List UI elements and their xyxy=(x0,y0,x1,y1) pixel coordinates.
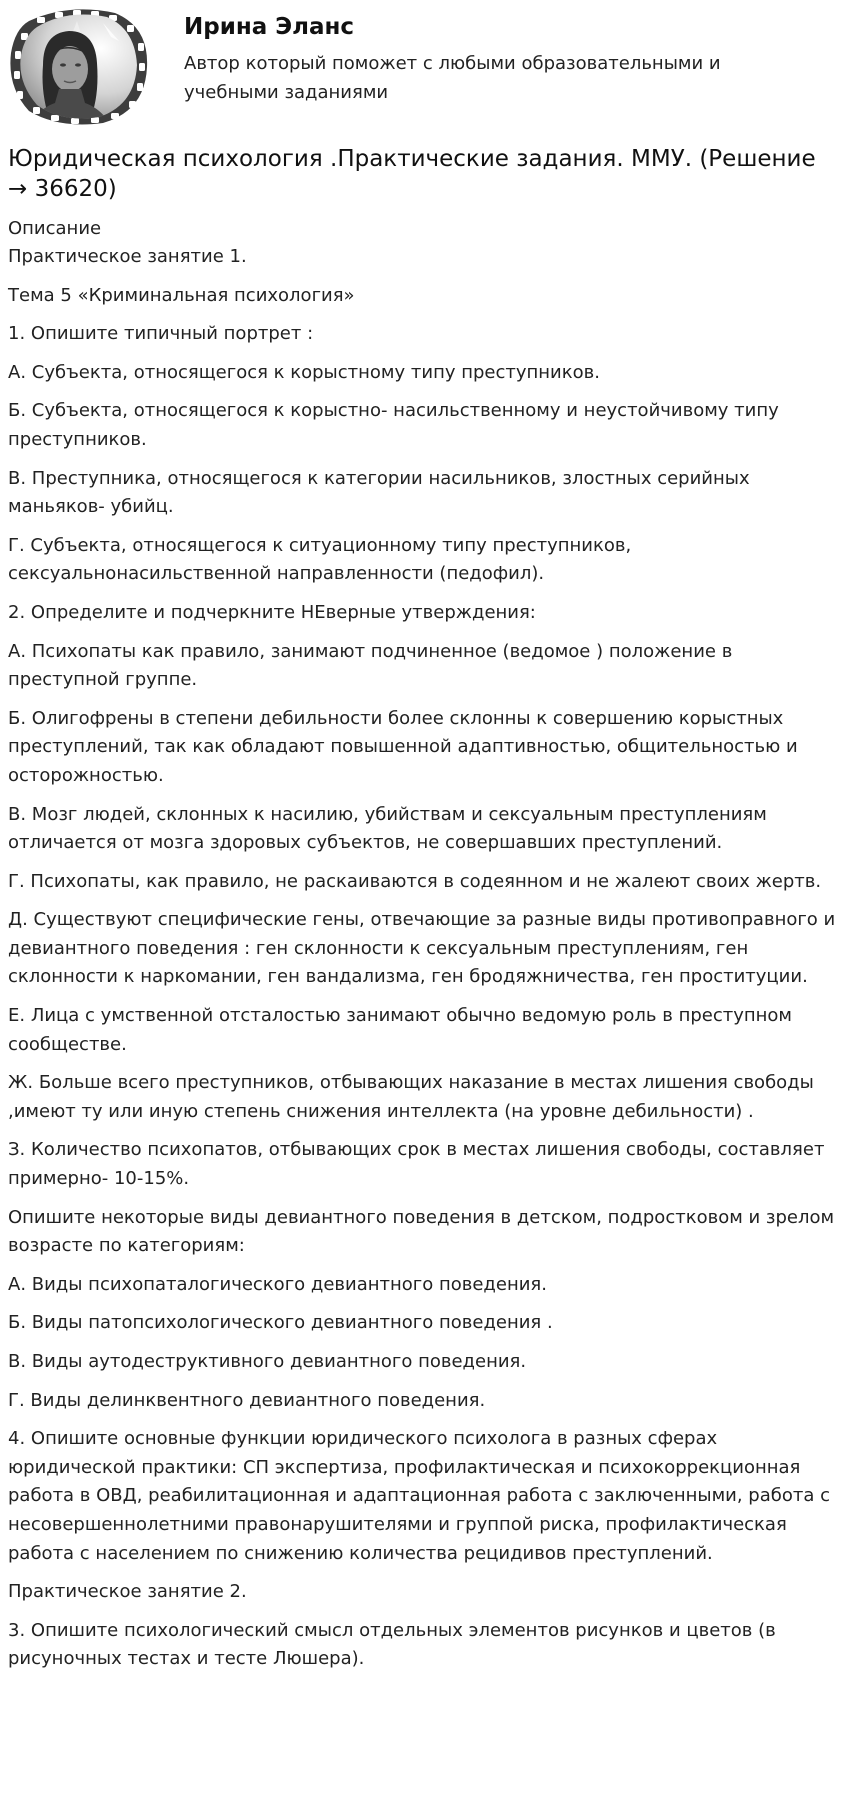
paragraph: Б. Субъекта, относящегося к корыстно- насильственному и неустойчивому типу преступников. xyxy=(8,400,779,450)
paragraph: Б. Олигофрены в степени дебильности более склонны к совершению корыстных преступлений, так как обладают повышенной адаптивностью, общительностью и осторожностью. xyxy=(8,707,798,786)
author-avatar[interactable] xyxy=(7,7,151,125)
paragraph: А. Виды психопаталогического девиантного поведения. xyxy=(8,1273,547,1295)
author-header xyxy=(0,0,847,130)
paragraph: А. Психопаты как правило, занимают подчиненное (ведомое ) положение в преступной группе. xyxy=(8,640,733,691)
paragraph: Практическое занятие 2. xyxy=(8,1581,247,1603)
paragraph: В. Преступника, относящегося к категории насильников, злостных серийных маньяков- убийц. xyxy=(8,467,750,518)
document-body xyxy=(8,144,838,1684)
author-name[interactable]: Ирина Эланс xyxy=(184,14,355,40)
paragraph: В. Виды аутодеструктивного девиантного поведения. xyxy=(8,1351,527,1372)
paragraph: Г. Виды делинквентного девиантного поведения. xyxy=(8,1389,486,1411)
paragraph: 1. Опишите типичный портрет : xyxy=(8,323,314,345)
paragraph: Б. Виды патопсихологического девиантного поведения . xyxy=(8,1312,553,1334)
paragraph: Тема 5 «Криминальная психология» xyxy=(8,284,355,306)
paragraph: 4. Опишите основные функции юридического психолога в разных сферах юридической практики: СП экспертиза, профилактическая и психокоррекционная работа в ОВД, реабилитационная и адаптационная работа с заключенными, работа с несовершеннолетними правонарушителями и группой риска, профилактическая работа с населением по снижению количества рецидивов преступлений. xyxy=(8,1428,831,1564)
paragraph: 3. Опишите психологический смысл отдельных элементов рисунков и цветов (в рисуночных тестах и тесте Люшера). xyxy=(8,1619,776,1670)
paragraph: Е. Лица с умственной отсталостью занимают обычно ведомую роль в преступном сообществе. xyxy=(8,1005,793,1055)
paragraph: В. Мозг людей, склонных к насилию, убийствам и сексуальным преступлениям отличается от мозга здоровых субъектов, не совершавших преступлений. xyxy=(8,803,767,854)
document-title: Юридическая психология .Практические задания. ММУ. (Решение → 36620) xyxy=(8,146,816,202)
paragraph: Г. Субъекта, относящегося к ситуационному типу преступников, сексуальнонасильственной направленности (педофил). xyxy=(8,534,632,585)
description-label: Описание xyxy=(8,218,102,239)
paragraph: Д. Существуют специфические гены, отвечающие за разные виды противоправного и девиантного поведения : ген склонности к сексуальным преступлениям, ген склонности к наркомании, ген вандализма, ген бродяжничества, ген проституции. xyxy=(8,909,836,988)
paragraph: Ж. Больше всего преступников, отбывающих наказание в местах лишения свободы ,имеют ту или иную степень снижения интеллекта (на уровне дебильности) . xyxy=(8,1072,814,1122)
paragraph: З. Количество психопатов, отбывающих срок в местах лишения свободы, составляет примерно- 10-15%. xyxy=(8,1139,825,1190)
paragraph: Г. Психопаты, как правило, не раскаиваются в содеянном и не жалеют своих жертв. xyxy=(8,870,822,892)
avatar-image xyxy=(7,7,151,125)
author-description: Автор который поможет с любыми образовательными и учебными заданиями xyxy=(184,53,721,103)
paragraph: 2. Определите и подчеркните НЕверные утверждения: xyxy=(8,601,536,623)
paragraph: А. Субъекта, относящегося к корыстному типу преступников. xyxy=(8,361,600,383)
paragraph: Практическое занятие 1. xyxy=(8,246,247,267)
paragraph: Опишите некоторые виды девиантного поведения в детском, подростковом и зрелом возрасте по категориям: xyxy=(8,1206,835,1257)
